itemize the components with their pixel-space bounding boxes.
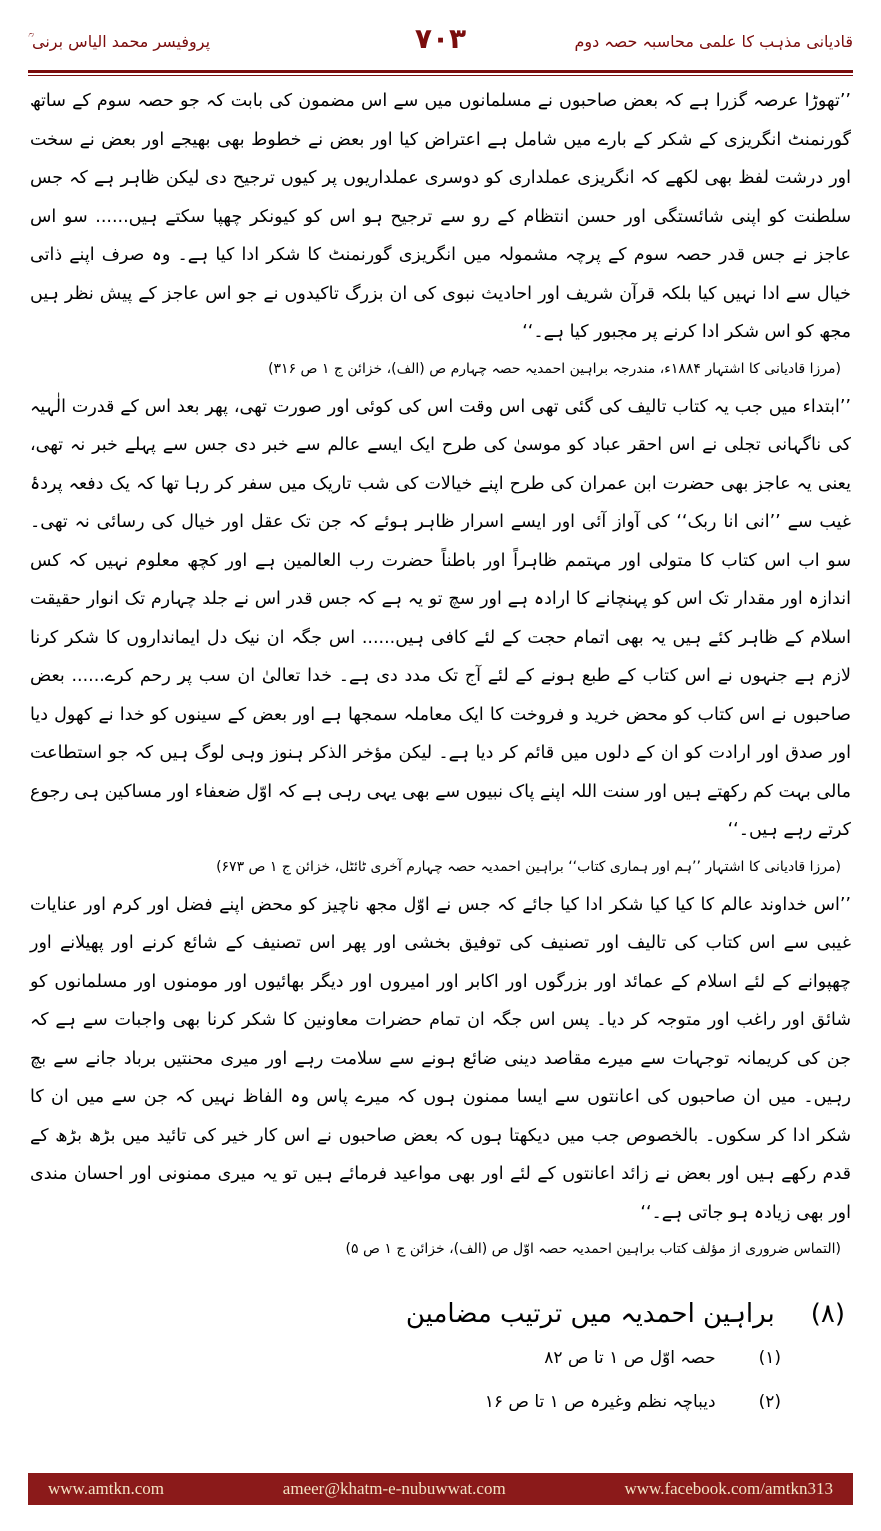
website-link[interactable]: www.amtkn.com bbox=[48, 1479, 164, 1498]
header-divider-thin bbox=[28, 75, 853, 76]
book-title: قادیانی مذہب کا علمی محاسبہ حصہ دوم bbox=[574, 32, 853, 51]
list-item-text: حصہ اوّل ص ۱ تا ص ۸۲ bbox=[544, 1348, 716, 1368]
section-number: (۸) bbox=[810, 1299, 845, 1329]
list-item-text: دیباچہ نظم وغیرہ ص ۱ تا ص ۱۶ bbox=[484, 1392, 716, 1412]
list-item-number: (۱) bbox=[758, 1348, 781, 1368]
quote-reference: (التماس ضروری از مؤلف کتاب براہین احمدیہ حصہ اوّل ص (الف)، خزائن ج ۱ ص ۵) bbox=[345, 1241, 841, 1257]
page-header bbox=[28, 22, 853, 72]
header-divider bbox=[28, 70, 853, 73]
quote-paragraph: ’’تھوڑا عرصہ گزرا ہے کہ بعض صاحبوں نے مسلمانوں میں سے اس مضمون کی بابت کہ جو حصہ سوم کے ساتھ گورنمنٹ انگریزی کے شکر کے بارے میں شامل ہے اعتراض کیا اور بعض نے خطوط بھی بھیجے اور بعض نے سخت اور درشت لفظ بھی لکھے کہ انگریزی عملداری کو دوسری عملداریوں پر کیوں ترجیح دی لیکن ظاہر ہے کہ جس سلطنت کو اپنی شائستگی اور حسن انتظام کے رو سے ترجیح ہو اس کو کیونکر چھپا سکتے ہیں...... سو اس عاجز نے جس قدر حصہ سوم کے پرچہ مشمولہ میں انگریزی گورنمنٹ کا شکر ادا کیا ہے۔ وہ صرف اپنے ذاتی خیال سے ادا نہیں کیا بلکہ قرآن شریف اور احادیث نبوی کی ان بزرگ تاکیدوں نے جو اس عاجز کے پیش نظر ہیں مجھ کو اس شکر ادا کرنے پر مجبور کیا ہے۔‘‘ bbox=[30, 91, 851, 342]
quote-paragraph: ’’اس خداوند عالم کا کیا کیا شکر ادا کیا جائے کہ جس نے اوّل مجھ ناچیز کو محض اپنے فضل اور کرم اور عنایات غیبی سے اس کتاب کی تالیف اور تصنیف کی توفیق بخشی اور پھر اس تصنیف کے شائع کرنے اور پھیلانے اور چھپوانے کے لئے اسلام کے عمائد اور بزرگوں اور اکابر اور امیروں اور دیگر بھائیوں اور مومنوں اور مسلمانوں کو شائق اور راغب اور متوجہ کر دیا۔ پس اس جگہ ان تمام حضرات معاونین کا شکر کرنا بھی واجبات سے ہے کہ جن کی کریمانہ توجہات سے میرے مقاصد دینی ضائع ہونے سے سلامت رہے اور میری محنتیں برباد جانے سے بچ رہیں۔ میں ان صاحبوں کی اعانتوں سے ایسا ممنون ہوں کہ میرے پاس وہ الفاظ نہیں کہ جن سے میں ان کا شکر ادا کر سکوں۔ بالخصوص جب میں دیکھتا ہوں کہ بعض صاحبوں نے اس کار خیر کی تائید میں بڑھ بڑھ کے قدم رکھے ہیں اور بعض نے زائد اعانتوں کے لئے اور بھی مواعید فرمائے ہیں تو یہ میری ممنونی اور احسان مندی اور بھی زیادہ ہو جاتی ہے۔‘‘ bbox=[30, 894, 851, 1223]
quote-reference: (مرزا قادیانی کا اشتہار ’’ہم اور ہماری کتاب‘‘ براہین احمدیہ حصہ چہارم آخری ٹائٹل، خزائن ج ۱ ص ۶۷۳) bbox=[216, 858, 841, 875]
quote-paragraph: ’’ابتداء میں جب یہ کتاب تالیف کی گئی تھی اس وقت اس کی کوئی اور صورت تھی، پھر بعد اس کے قدرت الٰہیہ کی ناگہانی تجلی نے اس احقر عباد کو موسیٰ کی طرح ایک ایسے عالم سے خبر دی جس سے پہلے خبر نہ تھی، یعنی یہ عاجز بھی حضرت ابن عمران کی طرح اپنے خیالات کی شب تاریک میں سفر کر رہا تھا کہ یک دفعہ پردۂ غیب سے ’’انی انا ربک‘‘ کی آواز آئی اور ایسے اسرار ظاہر ہوئے کہ جن تک عقل اور خیال کی رسائی نہ تھی۔ سو اب اس کتاب کا متولی اور مہتمم ظاہراً اور باطناً حضرت رب العالمین ہے اور کچھ معلوم نہیں کہ کس اندازہ اور مقدار تک اس کو پہنچانے کا ارادہ ہے اور سچ تو یہ ہے کہ جس قدر اس نے جلد چہارم تک انوار حقیقت اسلام کے ظاہر کئے ہیں یہ بھی اتمام حجت کے لئے کافی ہیں...... اس جگہ ان نیک دل ایمانداروں کا شکر کرنا لازم ہے جنہوں نے اس کتاب کے طبع ہونے کے لئے آج تک مدد دی ہے۔ خدا تعالیٰ ان سب پر رحم کرے...... بعض صاحبوں نے اس کتاب کو محض خرید و فروخت کا ایک معاملہ سمجھا ہے اور بعض کے سینوں کو خدا نے کھول دیا اور صدق اور ارادت کو ان کے دلوں میں قائم کر دیا ہے۔ لیکن مؤخر الذکر ہنوز وہی لوگ ہیں کہ جو استطاعت مالی بہت کم رکھتے ہیں اور سنت اللہ اپنے پاک نبیوں سے بھی یہی رہی ہے کہ اوّل ضعفاء اور مساکین ہی رجوع کرتے رہے ہیں۔‘‘ bbox=[29, 396, 851, 840]
quote-reference: (مرزا قادیانی کا اشتہار ۱۸۸۴ء، مندرجہ براہین احمدیہ حصہ چہارم ص (الف)، خزائن ج ۱ ص ۳۱۶) bbox=[268, 360, 841, 377]
list-item bbox=[30, 1336, 851, 1380]
page-number: ۷۰۳ bbox=[414, 22, 467, 55]
section-title: براہین احمدیہ میں ترتیب مضامین bbox=[405, 1299, 775, 1329]
list-item bbox=[30, 1380, 851, 1424]
page-body bbox=[30, 82, 851, 1424]
author-name: پروفیسر محمد الیاس برنی ؒ bbox=[28, 32, 211, 51]
list-item-number: (۲) bbox=[758, 1392, 781, 1412]
facebook-link[interactable]: www.facebook.com/amtkn313 bbox=[624, 1479, 833, 1498]
email-link[interactable]: ameer@khatm-e-nubuwwat.com bbox=[282, 1479, 506, 1498]
section-heading bbox=[30, 1292, 851, 1336]
page-footer bbox=[28, 1473, 853, 1505]
